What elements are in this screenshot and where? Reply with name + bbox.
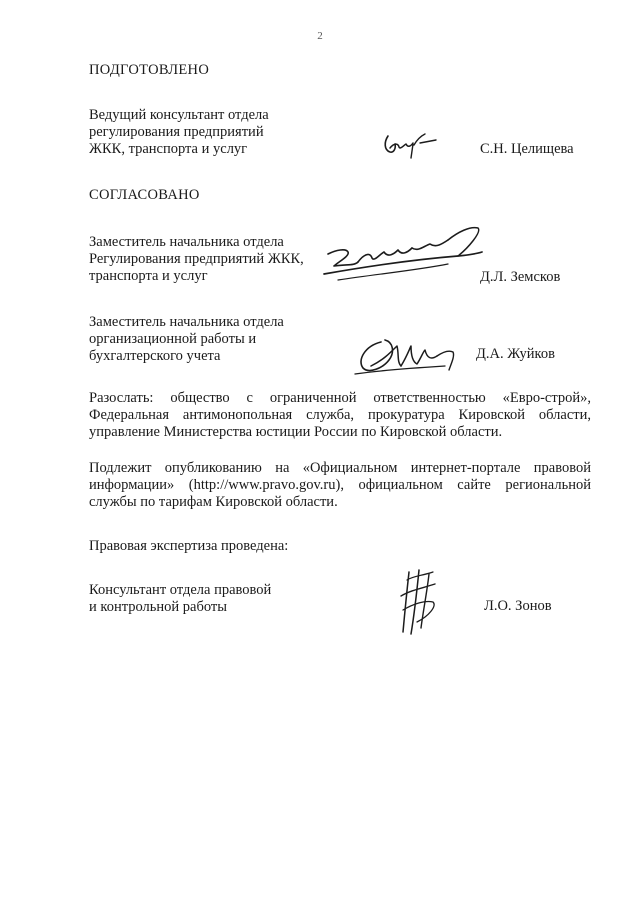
position-line: бухгалтерского учета [89,348,221,364]
distribution-line: управление Министерства юстиции России по Кировской области. [89,424,503,440]
prepared-name: С.Н. Целищева [480,141,574,157]
legal-review-name: Л.О. Зонов [484,598,552,614]
agreed-signer-2-position [89,314,284,365]
page-number: 2 [317,30,323,42]
publication-paragraph [89,460,591,511]
position-line: регулирования предприятий [89,124,264,140]
signature-zonov-image [393,566,443,638]
agreed-heading: СОГЛАСОВАНО [89,187,200,203]
prepared-position [89,107,269,158]
publication-line: службы по тарифам Кировской области. [89,494,338,510]
distribution-line: Разослать: общество с ограниченной ответственностью «Евро-строй», [89,390,591,406]
signature-tselishcheva-image [378,126,440,162]
position-line: организационной работы и [89,331,257,347]
signature-zemskov-image [318,222,488,288]
distribution-line: Федеральная антимонопольная служба, прокуратура Кировской области, [89,407,591,423]
position-line: Ведущий консультант отдела [89,107,269,123]
position-line: ЖКК, транспорта и услуг [89,141,248,157]
publication-line: информации» (http://www.pravo.gov.ru), официальном сайте региональной [89,477,591,493]
position-line: Регулирования предприятий ЖКК, [89,251,304,267]
legal-review-position [89,582,271,616]
position-line: Заместитель начальника отдела [89,234,284,250]
legal-review-statement: Правовая экспертиза проведена: [89,538,289,554]
position-line: транспорта и услуг [89,268,208,284]
position-line: Консультант отдела правовой [89,582,272,598]
agreed-signer-1-position [89,234,304,285]
signature-zhuykov-image [353,330,465,380]
position-line: и контрольной работы [89,599,227,615]
publication-line: Подлежит опубликованию на «Официальном интернет-портале правовой [89,460,591,476]
position-line: Заместитель начальника отдела [89,314,284,330]
distribution-paragraph [89,390,591,441]
agreed-signer-2-name: Д.А. Жуйков [476,346,555,362]
agreed-signer-1-name: Д.Л. Земсков [480,269,561,285]
prepared-heading: ПОДГОТОВЛЕНО [89,62,210,78]
